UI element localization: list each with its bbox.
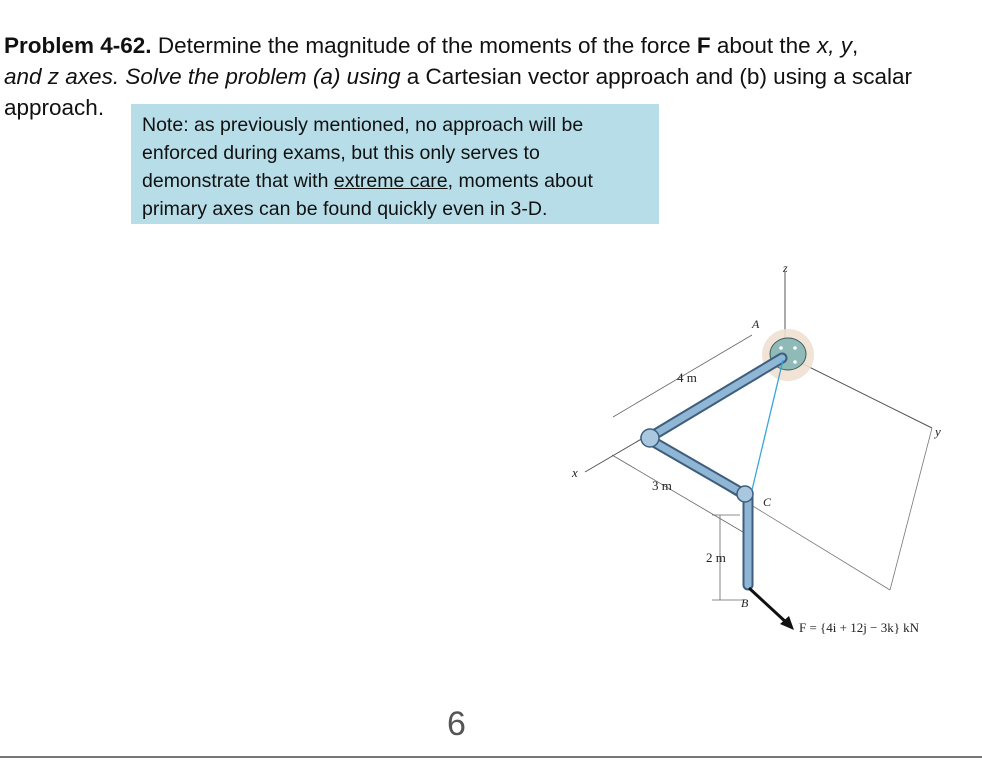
note-text-before: Note: as previously mentioned, no approach will be enforced during exams, but this only serves to demonstrate that with — [142, 114, 584, 192]
problem-comma: , — [851, 33, 859, 58]
point-b-label: B — [741, 596, 749, 610]
dimension-label-2m: 2 m — [706, 550, 726, 565]
pipe-segment-4m — [652, 358, 782, 436]
force-label: F = {4i + 12j − 3k} kN — [799, 620, 920, 635]
note-emphasis: extreme care — [333, 170, 448, 192]
pipe-elbow — [641, 429, 659, 447]
y-axis-label: y — [935, 424, 941, 439]
problem-label: Problem 4-62. — [4, 33, 152, 58]
flange-bolt — [793, 360, 797, 364]
force-arrow-line — [749, 588, 788, 624]
problem-text-4: ) using — [332, 64, 401, 89]
dimension-label-4m: 4 m — [677, 370, 697, 385]
z-axis-label: z — [783, 261, 788, 275]
problem-axes-xy: x, y — [816, 33, 852, 58]
flange-bolt — [779, 346, 783, 350]
problem-force-symbol: F — [696, 33, 711, 58]
page-number: 6 — [447, 705, 466, 743]
problem-text-5: a Cartesian vector approach and (b) using a scalar approach. — [4, 64, 913, 120]
pipe-elbow-c — [737, 486, 753, 502]
bottom-rule — [0, 756, 982, 758]
dimension-label-3m: 3 m — [652, 478, 672, 493]
floor-line-2 — [890, 428, 932, 590]
problem-part-a: a — [320, 64, 333, 89]
note-text-after: , moments about primary axes can be found quickly even in 3-D. — [142, 170, 593, 220]
problem-text-3: and z axes. Solve the problem ( — [4, 64, 321, 89]
x-axis-label: x — [572, 465, 578, 480]
flange-bolt — [793, 346, 797, 350]
dimension-line-3m — [612, 455, 748, 535]
point-c-label: C — [763, 495, 772, 509]
problem-text-1: Determine the magnitude of the moments of the force — [151, 33, 697, 58]
problem-text-2: about the — [710, 33, 817, 58]
point-a-label: A — [752, 317, 760, 331]
